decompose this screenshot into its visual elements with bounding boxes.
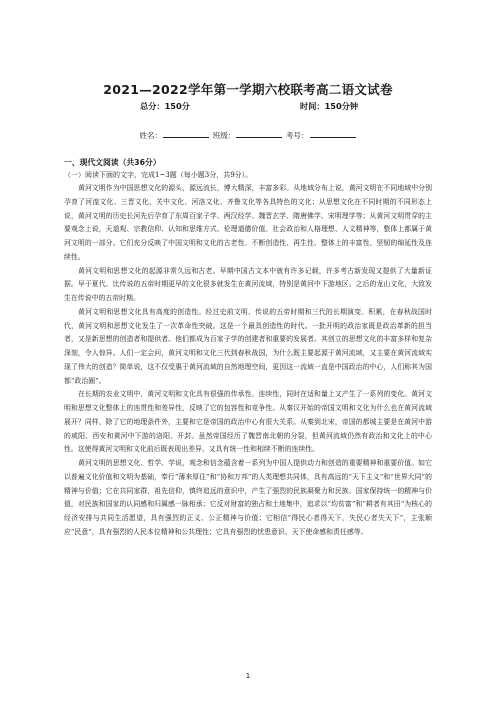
page-number: 1 bbox=[245, 672, 251, 680]
student-info-line bbox=[0, 130, 496, 141]
reading-passage bbox=[64, 182, 432, 540]
exam-title: 2021—2022学年第一学期六校联考高二语文试卷 bbox=[103, 82, 393, 97]
class-label: 班级： bbox=[212, 131, 236, 140]
passage-paragraph: 黄河文明和思想文化具有高度的创造性。经过史前文明、传说的五帝时期和三代的长期演变、积累，在春秋战国时代，黄河文明和思想文化发生了一次革命性突破。这是一个最具创造性的时代。一批开明的政治家既是政治革新的担当者，又是新思想的创造者和提供者。他们都成为百家子学的创建者和重要的发展者。其创立的思想文化的丰富多样和复杂深刻，令人惊异。人们一定会问，黄河文明和文化三代到春秋战国，为什么既主要起源于黄河流域，又主要在黄河流域实现了伟大的创造？简单说，这不仅受惠于黄河流域的自然地理空间，更因这一流域一直是中国政治的中心，人们称其为国都“政治圈”。 bbox=[64, 307, 432, 385]
section-subheading: （一）阅读下面的文字，完成1~3题（每小题3分，共9分）。 bbox=[64, 171, 253, 179]
exam-no-label: 考号： bbox=[285, 131, 309, 140]
total-score: 总分：150分 bbox=[140, 101, 190, 111]
exam-time: 时间：150分钟 bbox=[300, 101, 359, 111]
name-blank[interactable] bbox=[163, 131, 209, 138]
passage-paragraph: 黄河文明的思想文化、哲学、学说，观念和信念蕴含着一系列为中国人提供动力和创造的重要精神和重要价值。如它以普遍文化价值和文明为基础，奉行“薄来厚往”和“协和万邦”的人类理想共同体，具有高远的“天下主义”和“世界大同”的精神与价值；它在共同家群，祖先信仰，慎终追远的意识中，产生了强烈的民族凝聚力和民族、国家保持统一的精神与价值，对民族和国家的认同感和归属感一脉相承；它反对财富的独占和土地集中，追求以“均贫富”和“耕者有其田”为核心的经济安排与共同生活愿望，具有强烈的正义、公正精神与价值；它相信“得民心者得天下，失民心者失天下”，主张顺应“民意”，具有强烈的人民本位精神和公共理性；它具有强烈的忧患意识、天下使命感和责任感等。 bbox=[64, 459, 432, 536]
passage-paragraph: 黄河文明作为中国思想文化的源头，源远流长，博大精深，丰富多彩。从地域分布上说，黄河文明在不同地域中分别孕育了河湟文化、三晋文化、关中文化、河洛文化、齐鲁文化等各具特色的文化；从思想文化在不同时期的不同形态上说，黄河文明的历史长河先后孕育了东周百家子学、两汉经学、魏晋玄学、隋唐佛学、宋明理学等；从黄河文明贯穿的主要观念上说，天道观、宗教信仰、认知和思维方式、伦理道德价值、社会政治和人格理想、人文精神等，整体上都属于黄河文明的一部分。它们充分反映了中国文明和文化的古老性、不断创造性、再生性、整体上的丰富性、坚韧的绵延性及连续性。 bbox=[64, 184, 432, 261]
exam-no-blank[interactable] bbox=[310, 131, 356, 138]
section-heading: 一、现代文阅读（共36分） bbox=[64, 158, 161, 167]
class-blank[interactable] bbox=[236, 131, 282, 138]
passage-paragraph: 在长期的农业文明中，黄河文明和文化具有很强的传承性、连续性，同时在适和量上又产生了一系列的变化。黄河文明和思想文化整体上的连贯性和差异性，反映了它的包容性和竞争性。从秦汉开始的帝国文明和文化为什么也在黄河流域展开？同样，除了它的地理条件外，主要和它是帝国的政治中心有很大关系。从秦到北宋，帝国的都城主要是在黄河中游的咸阳、西安和黄河中下游的洛阳、开封。虽然帝国经历了魏晋南北朝的分裂，但黄河流域仍然有政治和文化上的中心性。这使得黄河文明和文化前后既表现出差异，又具有统一性和相续不断的连续性。 bbox=[64, 390, 432, 454]
name-label: 姓名： bbox=[139, 131, 163, 140]
passage-paragraph: 黄河文明和思想文化的起源非常久远和古老。早期中国古文本中就有许多记载，许多考古新发现又提供了大量新证据。早于夏代、比传说的五帝时期更早的文化很多就发生在黄河流域，特别是黄河中下游地区。之后的龙山文化，大致发生在传说中的五帝时期。 bbox=[64, 266, 432, 302]
